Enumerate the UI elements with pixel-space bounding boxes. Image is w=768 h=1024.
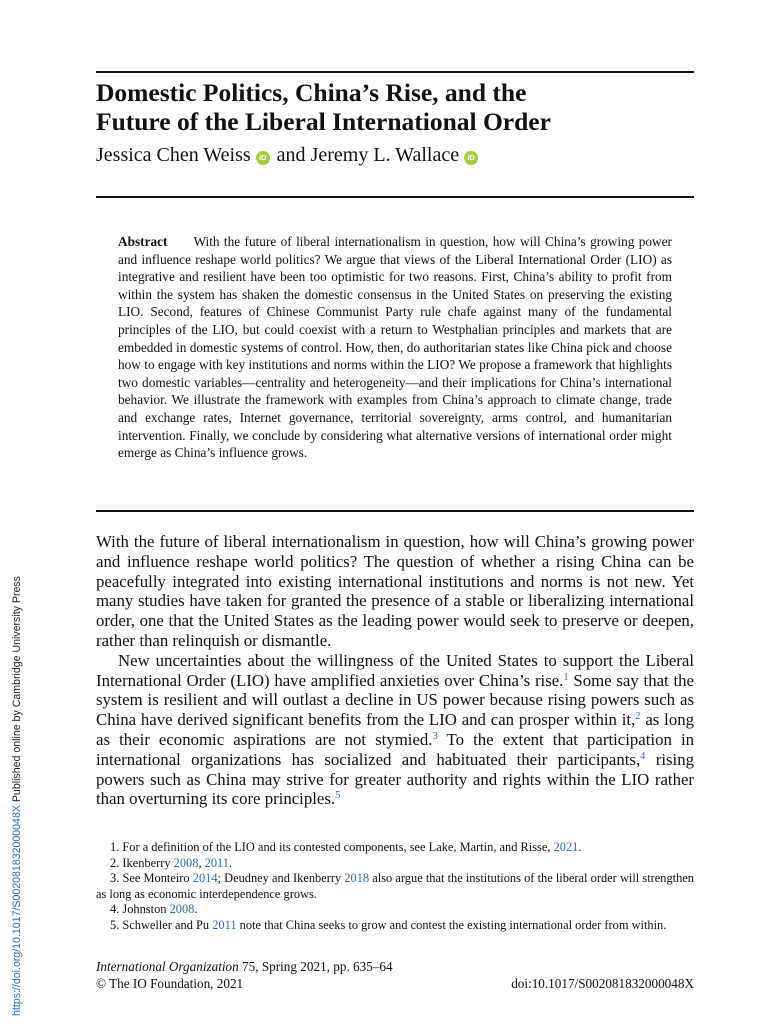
- footnote-ref-5[interactable]: 5: [335, 790, 341, 802]
- author-line: [96, 142, 696, 168]
- footnote-5: [96, 918, 694, 934]
- footnote-text: ,: [198, 855, 205, 870]
- paragraph-1: With the future of liberal internationalism in question, how will China’s growing power and influence reshape world politics? The question of whether a rising China can be peacefully integrated into existing international institutions and norms is not new. Yet many studies have taken for granted the presence of a stable or liberalizing international order, one that the United States as the leading power would seek to preserve or deepen, rather than relinquish or dismantle.: [96, 532, 694, 650]
- orcid-icon[interactable]: iD: [256, 151, 270, 165]
- citation-link[interactable]: 2014: [192, 871, 218, 886]
- body-text-run: To the extent that participation in international organizations has socialized and habituated their participants,: [96, 729, 694, 769]
- body-text-run: rising powers such as China may strive for greater authority and rights within the LIO rather than overturning its core principles.: [96, 749, 694, 809]
- author-wallace: Jeremy L. Wallace: [310, 144, 460, 166]
- body-text-run: as long as their economic aspirations are not stymied.: [96, 710, 694, 749]
- footnote-text: note that China seeks to grow and contest the existing international order from within.: [236, 917, 667, 932]
- title-line-2: Future of the Liberal International Order: [96, 107, 551, 136]
- footnote-ref-4[interactable]: 4: [640, 750, 646, 762]
- footnotes: [96, 840, 694, 934]
- footnote-text: ; Deudney and Ikenberry: [217, 871, 345, 886]
- article-title: [96, 78, 696, 136]
- footnote-2: [96, 856, 694, 872]
- author-weiss: Jessica Chen Weiss: [96, 144, 251, 166]
- footnote-text: 5. Schweller and Pu: [110, 917, 213, 932]
- citation-link[interactable]: 2018: [344, 871, 370, 886]
- citation-link[interactable]: 2011: [212, 917, 237, 932]
- journal-volume: 75, Spring 2021, pp. 635–64: [238, 959, 393, 974]
- body-text-run: New uncertainties about the willingness of the United States to support the Liberal International Order (LIO) have amplified anxieties over China’s rise.: [96, 650, 694, 690]
- abstract: [118, 233, 672, 462]
- citation-link[interactable]: 2011: [204, 855, 229, 870]
- footnote-3: [96, 871, 694, 902]
- footer-row: [96, 975, 694, 992]
- footnote-text: 1. For a definition of the LIO and its contested components, see Lake, Martin, and Risse,: [110, 840, 554, 854]
- abstract-rule: [96, 510, 694, 512]
- title-line-1: Domestic Politics, China’s Rise, and the: [96, 78, 527, 107]
- citation-link[interactable]: 2008: [169, 902, 195, 917]
- journal-name: International Organization: [96, 959, 239, 974]
- abstract-text: With the future of liberal internationalism in question, how will China’s growing power and influence reshape world politics? We argue that views of the Liberal International Order (LIO) as integrative and resilient have been too optimistic for two reasons. First, China’s ability to profit from within the system has shaken the domestic consensus in the United States on preserving the existing LIO. Second, features of Chinese Communist Party rule chafe against many of the fundamental principles of the LIO, but could coexist with a return to Westphalian principles and markets that are embedded in domestic systems of control. How, then, do authoritarian states like China pick and choose how to engage with key institutions and norms within the LIO? We propose a framework that highlights two domestic variables—centrality and heterogeneity—and their implications for China’s international behavior. We illustrate the framework with examples from China’s approach to climate change, trade and exchange rates, Internet governance, territorial sovereignty, arms control, and humanitarian intervention. Finally, we conclude by considering what alternative versions of international order might emerge as China’s influence grows.: [118, 234, 672, 461]
- paragraph-2: [96, 651, 694, 809]
- top-rule: [96, 71, 694, 73]
- header-rule: [96, 196, 694, 198]
- footnote-text: 3. See Monteiro: [110, 871, 193, 886]
- journal-footer: [96, 958, 694, 992]
- citation-link[interactable]: 2021: [553, 840, 579, 854]
- footnote-text: 2. Ikenberry: [110, 855, 174, 870]
- doi-text: doi:10.1017/S002081832000048X: [511, 976, 694, 991]
- footnote-text: .: [194, 902, 198, 917]
- footnote-ref-3[interactable]: 3: [432, 730, 438, 742]
- footnote-1: [96, 840, 694, 856]
- body-text: [96, 532, 694, 809]
- footnote-text: .: [578, 840, 582, 854]
- footnote-4: [96, 902, 694, 918]
- orcid-icon[interactable]: iD: [464, 151, 478, 165]
- side-doi-strip: [6, 576, 28, 1016]
- journal-citation: [96, 958, 694, 975]
- footnote-ref-1[interactable]: 1: [563, 671, 569, 683]
- footnote-ref-2[interactable]: 2: [635, 711, 641, 723]
- footnote-text: .: [228, 855, 233, 870]
- footnote-text: 4. Johnston: [110, 902, 170, 917]
- footnote-text: also argue that the institutions of the liberal order will strengthen as long as economic interdependence grows.: [96, 871, 694, 901]
- doi-link[interactable]: https://doi.org/10.1017/S002081832000048X: [11, 805, 24, 1016]
- copyright-notice: © The IO Foundation, 2021: [96, 976, 244, 991]
- body-text-run: Some say that the system is resilient and will outlast a decline in US power because rising powers such as China have derived significant benefits from the LIO and can prosper within it,: [96, 670, 694, 730]
- published-online-text: Published online by Cambridge University Press: [11, 576, 24, 803]
- abstract-label: Abstract: [118, 234, 168, 249]
- author-conjunction: and: [276, 144, 306, 166]
- citation-link[interactable]: 2008: [173, 855, 199, 870]
